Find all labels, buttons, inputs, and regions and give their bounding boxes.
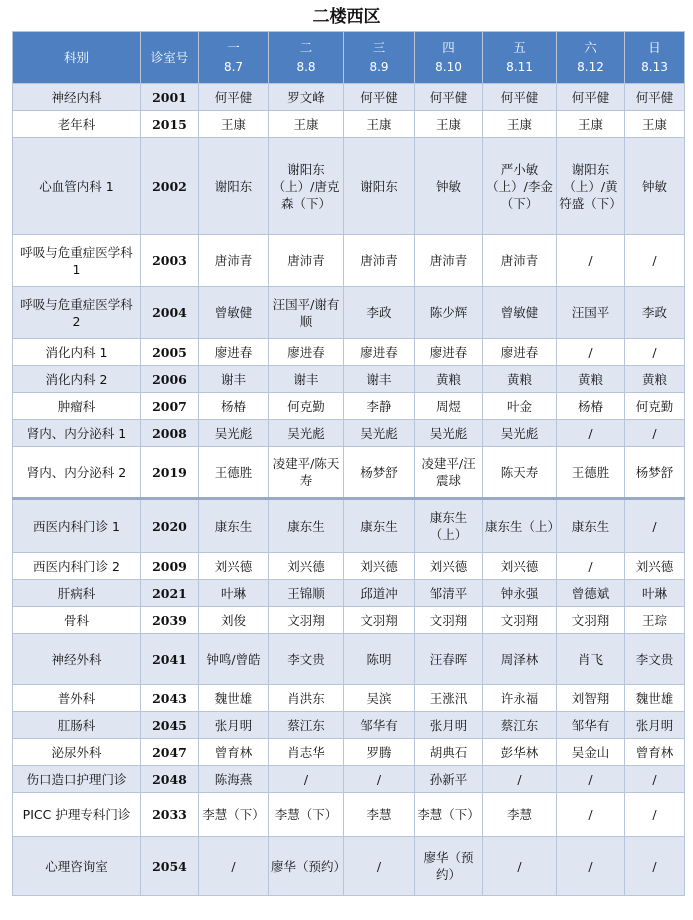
doctor-cell: 刘兴德 (415, 553, 483, 580)
doctor-cell: 曾德斌 (557, 580, 625, 607)
doctor-cell: 谢丰 (269, 366, 344, 393)
room-cell: 2039 (141, 607, 199, 634)
doctor-cell: 李政 (344, 287, 415, 339)
doctor-cell: 李慧（下） (199, 793, 269, 837)
doctor-cell: 康东生 (557, 499, 625, 553)
doctor-cell: 廖华（预约） (415, 837, 483, 896)
doctor-cell: 谢阳东 (199, 138, 269, 235)
dept-cell: 老年科 (13, 111, 141, 138)
doctor-cell: 谢阳东（上）/唐克森（下） (269, 138, 344, 235)
doctor-cell: 谢阳东（上）/黄符盛（下） (557, 138, 625, 235)
doctor-cell: 蔡江东 (483, 712, 557, 739)
dept-cell: 神经内科 (13, 84, 141, 111)
doctor-cell: 王锦顺 (269, 580, 344, 607)
dept-cell: 伤口造口护理门诊 (13, 766, 141, 793)
table-row (13, 366, 685, 393)
doctor-cell: 叶琳 (625, 580, 685, 607)
doctor-cell: 钟鸣/曾皓 (199, 634, 269, 685)
doctor-cell: 杨梦舒 (344, 447, 415, 499)
doctor-cell: 康东生 (269, 499, 344, 553)
doctor-cell: 凌建平/汪震球 (415, 447, 483, 499)
doctor-cell: 汪国平 (557, 287, 625, 339)
room-cell: 2048 (141, 766, 199, 793)
doctor-cell: 孙新平 (415, 766, 483, 793)
doctor-cell: 凌建平/陈天寿 (269, 447, 344, 499)
doctor-cell: 唐沛青 (344, 235, 415, 287)
schedule-table (12, 31, 685, 896)
doctor-cell: 钟永强 (483, 580, 557, 607)
header-day (557, 32, 625, 84)
table-row (13, 339, 685, 366)
dept-cell: 消化内科 2 (13, 366, 141, 393)
header-weekday: 二 (299, 40, 313, 55)
doctor-cell: 陈天寿 (483, 447, 557, 499)
header-weekday: 一 (227, 40, 240, 55)
header-date: 8.7 (223, 60, 244, 74)
dept-cell: 心理咨询室 (13, 837, 141, 896)
doctor-cell: 周泽林 (483, 634, 557, 685)
doctor-cell: 叶金 (483, 393, 557, 420)
doctor-cell: 汪春晖 (415, 634, 483, 685)
doctor-cell: 谢阳东 (344, 138, 415, 235)
dept-cell: 消化内科 1 (13, 339, 141, 366)
doctor-cell: 严小敏（上）/李金（下） (483, 138, 557, 235)
doctor-cell: 周煜 (415, 393, 483, 420)
doctor-cell: 李静 (344, 393, 415, 420)
header-weekday: 四 (442, 40, 455, 55)
room-cell: 2021 (141, 580, 199, 607)
doctor-cell: / (269, 766, 344, 793)
room-cell: 2005 (141, 339, 199, 366)
doctor-cell: 廖进春 (415, 339, 483, 366)
doctor-cell: 谢丰 (199, 366, 269, 393)
doctor-cell: 钟敏 (415, 138, 483, 235)
table-row (13, 766, 685, 793)
dept-cell: 神经外科 (13, 634, 141, 685)
doctor-cell: 李慧（下） (415, 793, 483, 837)
doctor-cell: 文羽翔 (483, 607, 557, 634)
doctor-cell: 康东生（上） (415, 499, 483, 553)
room-cell: 2054 (141, 837, 199, 896)
doctor-cell: 文羽翔 (344, 607, 415, 634)
doctor-cell: 吴光彪 (199, 420, 269, 447)
header-day (483, 32, 557, 84)
doctor-cell: 曾育林 (625, 739, 685, 766)
header-row (13, 32, 685, 84)
doctor-cell: 何克勤 (269, 393, 344, 420)
doctor-cell: / (557, 766, 625, 793)
doctor-cell: 曾育林 (199, 739, 269, 766)
doctor-cell: 邱道冲 (344, 580, 415, 607)
header-weekday: 五 (513, 40, 526, 55)
doctor-cell: 康东生 (199, 499, 269, 553)
header-day (625, 32, 685, 84)
doctor-cell: 汪国平/谢有顺 (269, 287, 344, 339)
header-day (415, 32, 483, 84)
doctor-cell: / (557, 793, 625, 837)
dept-cell: 西医内科门诊 1 (13, 499, 141, 553)
doctor-cell: 魏世雄 (625, 685, 685, 712)
doctor-cell: 刘兴德 (344, 553, 415, 580)
doctor-cell: 黄粮 (483, 366, 557, 393)
doctor-cell: 杨梦舒 (625, 447, 685, 499)
doctor-cell: 肖志华 (269, 739, 344, 766)
header-room: 诊室号 (141, 32, 199, 84)
doctor-cell: 刘智翔 (557, 685, 625, 712)
table-row (13, 553, 685, 580)
doctor-cell: 何平健 (344, 84, 415, 111)
doctor-cell: 唐沛青 (269, 235, 344, 287)
room-cell: 2043 (141, 685, 199, 712)
doctor-cell: 李慧 (483, 793, 557, 837)
doctor-cell: 刘兴德 (483, 553, 557, 580)
doctor-cell: 何平健 (625, 84, 685, 111)
doctor-cell: / (483, 766, 557, 793)
doctor-cell: / (557, 837, 625, 896)
room-cell: 2020 (141, 499, 199, 553)
room-cell: 2002 (141, 138, 199, 235)
doctor-cell: 刘俊 (199, 607, 269, 634)
dept-cell: 普外科 (13, 685, 141, 712)
doctor-cell: 张月明 (199, 712, 269, 739)
dept-cell: PICC 护理专科门诊 (13, 793, 141, 837)
room-cell: 2007 (141, 393, 199, 420)
doctor-cell: 吴滨 (344, 685, 415, 712)
page-title: 二楼西区 (312, 7, 381, 27)
doctor-cell: 王琮 (625, 607, 685, 634)
table-row (13, 580, 685, 607)
doctor-cell: 杨椿 (557, 393, 625, 420)
doctor-cell: 钟敏 (625, 138, 685, 235)
doctor-cell: 王涨汛 (415, 685, 483, 712)
room-cell: 2015 (141, 111, 199, 138)
doctor-cell: 王康 (557, 111, 625, 138)
doctor-cell: 王康 (199, 111, 269, 138)
header-date: 8.13 (641, 60, 668, 74)
table-row (13, 287, 685, 339)
doctor-cell: 廖进春 (344, 339, 415, 366)
doctor-cell: 何克勤 (625, 393, 685, 420)
dept-cell: 西医内科门诊 2 (13, 553, 141, 580)
table-row (13, 447, 685, 499)
dept-cell: 骨科 (13, 607, 141, 634)
doctor-cell: 肖洪东 (269, 685, 344, 712)
table-row (13, 499, 685, 553)
dept-cell: 肾内、内分泌科 2 (13, 447, 141, 499)
doctor-cell: 康东生 (344, 499, 415, 553)
doctor-cell: / (625, 499, 685, 553)
room-cell: 2019 (141, 447, 199, 499)
doctor-cell: 蔡江东 (269, 712, 344, 739)
doctor-cell: 李文贵 (625, 634, 685, 685)
doctor-cell: / (344, 766, 415, 793)
doctor-cell: 罗文峰 (269, 84, 344, 111)
header-date: 8.12 (577, 60, 604, 74)
doctor-cell: / (557, 339, 625, 366)
doctor-cell: 黄粮 (415, 366, 483, 393)
dept-cell: 呼吸与危重症医学科 1 (13, 235, 141, 287)
doctor-cell: / (344, 837, 415, 896)
table-row (13, 712, 685, 739)
room-cell: 2045 (141, 712, 199, 739)
doctor-cell: 邹清平 (415, 580, 483, 607)
doctor-cell: 李文贵 (269, 634, 344, 685)
table-row (13, 235, 685, 287)
doctor-cell: 李政 (625, 287, 685, 339)
table-row (13, 685, 685, 712)
doctor-cell: 陈少辉 (415, 287, 483, 339)
doctor-cell: 张月明 (415, 712, 483, 739)
doctor-cell: 李慧（下） (269, 793, 344, 837)
doctor-cell: / (557, 420, 625, 447)
doctor-cell: 刘兴德 (625, 553, 685, 580)
doctor-cell: 何平健 (557, 84, 625, 111)
dept-cell: 肝病科 (13, 580, 141, 607)
room-cell: 2033 (141, 793, 199, 837)
doctor-cell: / (557, 235, 625, 287)
doctor-cell: 彭华林 (483, 739, 557, 766)
doctor-cell: 黄粮 (625, 366, 685, 393)
dept-cell: 呼吸与危重症医学科 2 (13, 287, 141, 339)
dept-cell: 肾内、内分泌科 1 (13, 420, 141, 447)
doctor-cell: 王康 (625, 111, 685, 138)
doctor-cell: 王康 (415, 111, 483, 138)
table-row (13, 393, 685, 420)
room-cell: 2047 (141, 739, 199, 766)
doctor-cell: 吴光彪 (344, 420, 415, 447)
header-day (269, 32, 344, 84)
doctor-cell: 杨椿 (199, 393, 269, 420)
header-weekday: 日 (648, 40, 661, 55)
doctor-cell: 罗腾 (344, 739, 415, 766)
room-cell: 2009 (141, 553, 199, 580)
doctor-cell: 刘兴德 (269, 553, 344, 580)
doctor-cell: / (625, 793, 685, 837)
doctor-cell: 王德胜 (199, 447, 269, 499)
table-row (13, 84, 685, 111)
doctor-cell: 曾敏健 (199, 287, 269, 339)
header-weekday: 六 (584, 40, 597, 55)
doctor-cell: 陈明 (344, 634, 415, 685)
table-row (13, 837, 685, 896)
doctor-cell: 胡典石 (415, 739, 483, 766)
doctor-cell: 肖飞 (557, 634, 625, 685)
doctor-cell: / (557, 553, 625, 580)
doctor-cell: 唐沛青 (415, 235, 483, 287)
doctor-cell: 魏世雄 (199, 685, 269, 712)
header-date: 8.10 (435, 60, 462, 74)
doctor-cell: / (625, 766, 685, 793)
doctor-cell: 康东生（上） (483, 499, 557, 553)
table-row (13, 739, 685, 766)
doctor-cell: 何平健 (415, 84, 483, 111)
room-cell: 2041 (141, 634, 199, 685)
table-row (13, 420, 685, 447)
header-day (344, 32, 415, 84)
header-date: 8.8 (296, 60, 316, 74)
doctor-cell: 陈海燕 (199, 766, 269, 793)
doctor-cell: 李慧 (344, 793, 415, 837)
header-dept: 科别 (13, 32, 141, 84)
doctor-cell: 王康 (483, 111, 557, 138)
doctor-cell: 曾敏健 (483, 287, 557, 339)
doctor-cell: 王德胜 (557, 447, 625, 499)
doctor-cell: 唐沛青 (483, 235, 557, 287)
doctor-cell: 吴光彪 (483, 420, 557, 447)
doctor-cell: 邹华有 (344, 712, 415, 739)
doctor-cell: 王康 (269, 111, 344, 138)
doctor-cell: 吴光彪 (415, 420, 483, 447)
doctor-cell: / (625, 235, 685, 287)
doctor-cell: / (199, 837, 269, 896)
room-cell: 2004 (141, 287, 199, 339)
doctor-cell: 廖华（预约） (269, 837, 344, 896)
doctor-cell: / (625, 837, 685, 896)
room-cell: 2006 (141, 366, 199, 393)
doctor-cell: 张月明 (625, 712, 685, 739)
doctor-cell: 廖进春 (269, 339, 344, 366)
header-weekday: 三 (372, 40, 386, 55)
doctor-cell: 谢丰 (344, 366, 415, 393)
doctor-cell: 何平健 (199, 84, 269, 111)
doctor-cell: 何平健 (483, 84, 557, 111)
dept-cell: 肿瘤科 (13, 393, 141, 420)
doctor-cell: 叶琳 (199, 580, 269, 607)
doctor-cell: 吴光彪 (269, 420, 344, 447)
table-row (13, 138, 685, 235)
doctor-cell: 唐沛青 (199, 235, 269, 287)
doctor-cell: 许永福 (483, 685, 557, 712)
table-row (13, 634, 685, 685)
doctor-cell: / (625, 339, 685, 366)
doctor-cell: 邹华有 (557, 712, 625, 739)
room-cell: 2008 (141, 420, 199, 447)
room-cell: 2003 (141, 235, 199, 287)
doctor-cell: 王康 (344, 111, 415, 138)
dept-cell: 心血管内科 1 (13, 138, 141, 235)
doctor-cell: / (625, 420, 685, 447)
header-date: 8.9 (369, 60, 389, 74)
doctor-cell: 文羽翔 (557, 607, 625, 634)
header-day (199, 32, 269, 84)
doctor-cell: 文羽翔 (415, 607, 483, 634)
dept-cell: 肛肠科 (13, 712, 141, 739)
doctor-cell: 吴金山 (557, 739, 625, 766)
doctor-cell: 廖进春 (199, 339, 269, 366)
doctor-cell: 廖进春 (483, 339, 557, 366)
table-row (13, 111, 685, 138)
doctor-cell: 刘兴德 (199, 553, 269, 580)
table-row (13, 607, 685, 634)
room-cell: 2001 (141, 84, 199, 111)
header-date: 8.11 (506, 60, 533, 74)
table-row (13, 793, 685, 837)
doctor-cell: 文羽翔 (269, 607, 344, 634)
doctor-cell: / (483, 837, 557, 896)
dept-cell: 泌尿外科 (13, 739, 141, 766)
doctor-cell: 黄粮 (557, 366, 625, 393)
